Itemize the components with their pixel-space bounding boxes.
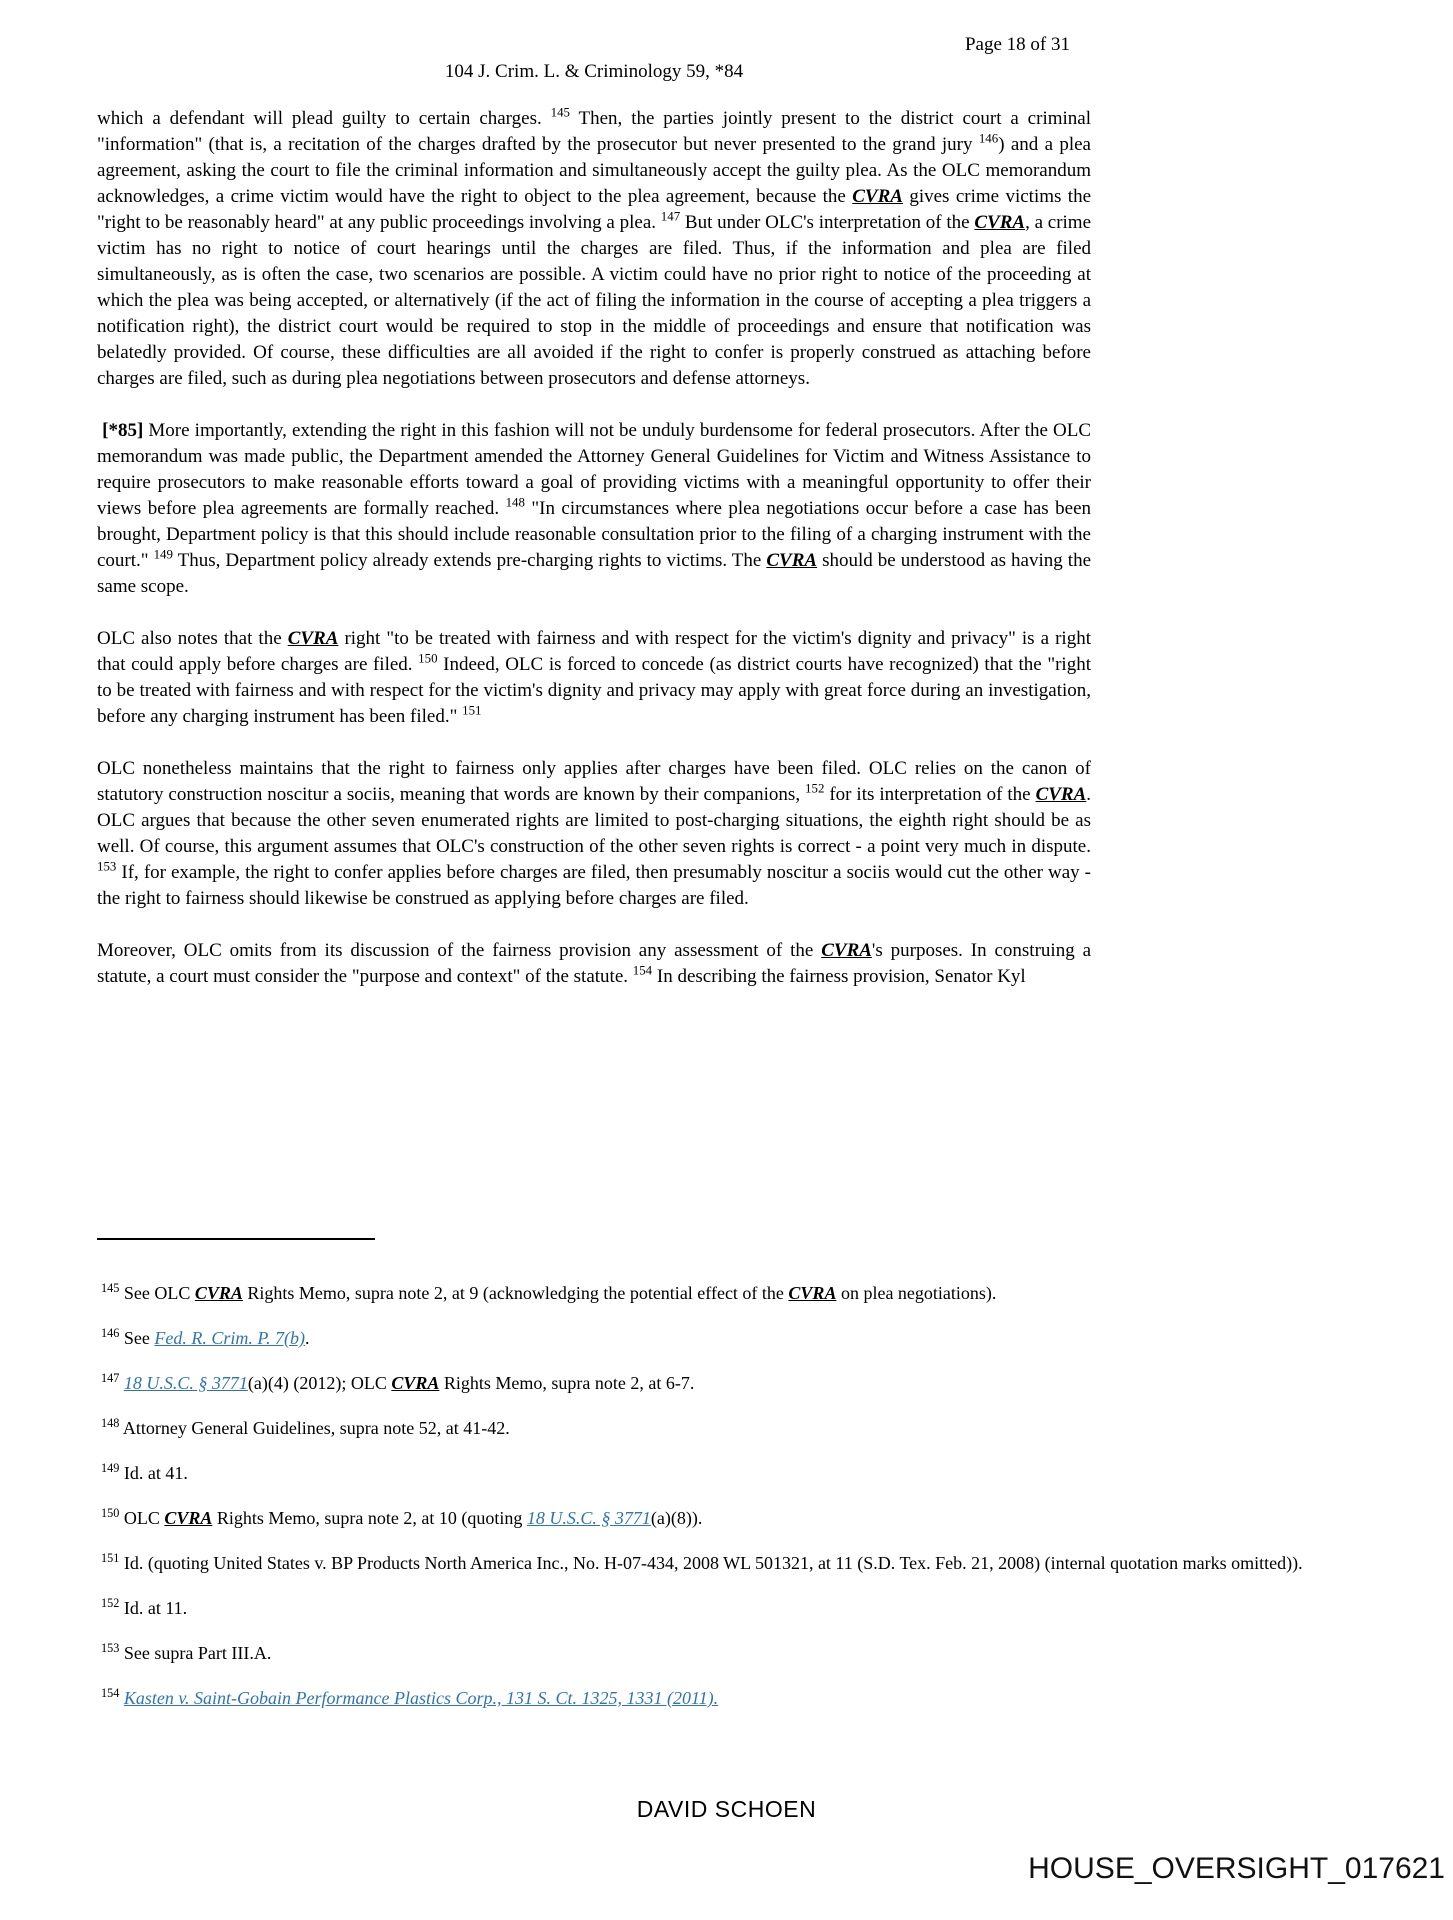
text-run: Rights Memo, supra note 2, at 6-7. bbox=[439, 1373, 695, 1393]
text-run: which a defendant will plead guilty to certain charges. bbox=[97, 108, 551, 129]
footnote-list bbox=[97, 1280, 1337, 1712]
text-run: See supra Part III.A. bbox=[119, 1643, 272, 1663]
text-run: See bbox=[119, 1328, 155, 1348]
text-run: Then, the parties jointly present to the district court a criminal "information" (that is, a recitation of the charges drafted by the prosecutor but never presented to the grand jury bbox=[97, 108, 1091, 155]
text-run: Id. (quoting United States v. BP Products North America Inc., No. H-07-434, 2008 WL 501321, at 11 (S.D. Tex. Feb. 21, 2008) (internal quotation marks omitted)). bbox=[119, 1553, 1303, 1573]
text-run: Id. at 41. bbox=[119, 1463, 188, 1483]
footnote-reference: 149 bbox=[101, 1461, 120, 1475]
footnote-reference: 154 bbox=[632, 962, 653, 978]
text-run: (a)(8)). bbox=[650, 1508, 703, 1528]
cvra-emphasis: CVRA bbox=[164, 1508, 213, 1528]
footnote-149 bbox=[97, 1460, 1337, 1487]
text-run: Id. at 11. bbox=[119, 1598, 188, 1618]
text-run: In describing the fairness provision, Senator Kyl bbox=[652, 966, 1026, 987]
footer-author-name: DAVID SCHOEN bbox=[636, 1796, 817, 1822]
text-run: "In circumstances where plea negotiations occur before a case has been brought, Department policy is that this should include reasonable consultation prior to the filing of a charging instrument with the court." bbox=[97, 498, 1091, 571]
text-run: on plea negotiations). bbox=[836, 1283, 997, 1303]
text-run: right "to be treated with fairness and with respect for the victim's dignity and privacy" is a right that could apply before charges are filed. bbox=[97, 628, 1091, 675]
body-paragraph bbox=[97, 626, 1091, 730]
footnote-reference: 145 bbox=[550, 104, 570, 120]
footnote-145 bbox=[97, 1280, 1337, 1307]
text-run: ) and a plea agreement, asking the court to file the criminal information and simultaneously accept the guilty plea. As the OLC memorandum acknowledges, a crime victim would have the right to object to the plea agreement, because the bbox=[97, 134, 1091, 207]
text-run: OLC also notes that the bbox=[97, 628, 288, 649]
text-run: See OLC bbox=[119, 1283, 195, 1303]
text-run: . bbox=[305, 1328, 310, 1348]
text-run: Rights Memo, supra note 2, at 9 (acknowledging the potential effect of the bbox=[242, 1283, 789, 1303]
cvra-emphasis: CVRA bbox=[788, 1283, 837, 1303]
cvra-emphasis: CVRA bbox=[391, 1373, 440, 1393]
text-run: More importantly, extending the right in this fashion will not be unduly burdensome for federal prosecutors. After the OLC memorandum was made public, the Department amended the Attorney General Guidelines for Victim and Witness Assistance to require prosecutors to make reasonable efforts toward a goal of providing victims with a meaningful opportunity to offer their views before plea agreements are formally reached. bbox=[97, 420, 1091, 519]
text-run: for its interpretation of the bbox=[824, 784, 1036, 805]
footnote-153 bbox=[97, 1640, 1337, 1667]
body-paragraph bbox=[97, 418, 1091, 600]
cvra-emphasis: CVRA bbox=[766, 550, 818, 571]
text-run: should be understood as having the same scope. bbox=[97, 550, 1091, 597]
cvra-emphasis: CVRA bbox=[821, 940, 872, 961]
citation-link[interactable]: Kasten v. Saint-Gobain Performance Plastics Corp., 131 S. Ct. 1325, 1331 (2011). bbox=[123, 1688, 719, 1708]
footnote-reference: 153 bbox=[97, 858, 117, 874]
footnote-reference: 152 bbox=[101, 1596, 120, 1610]
text-run: . OLC argues that because the other seven enumerated rights are limited to post-charging situations, the eighth right should be as well. Of course, this argument assumes that OLC's construction of the other seven rights is correct - a point very much in dispute. bbox=[97, 784, 1092, 857]
citation-link[interactable]: 18 U.S.C. § 3771 bbox=[526, 1508, 651, 1528]
footnote-146 bbox=[97, 1325, 1337, 1352]
footnote-147 bbox=[97, 1370, 1337, 1397]
text-run: (a)(4) (2012); OLC bbox=[247, 1373, 392, 1393]
text-run: Thus, Department policy already extends pre-charging rights to victims. The bbox=[172, 550, 767, 571]
footnote-reference: 151 bbox=[101, 1551, 120, 1565]
citation-link[interactable]: 18 U.S.C. § 3771 bbox=[123, 1373, 248, 1393]
cvra-emphasis: CVRA bbox=[852, 186, 903, 207]
footnote-reference: 148 bbox=[101, 1416, 120, 1430]
text-run: But under OLC's interpretation of the bbox=[680, 212, 975, 233]
footnote-152 bbox=[97, 1595, 1337, 1622]
body-paragraph bbox=[97, 938, 1091, 990]
footnote-reference: 146 bbox=[101, 1326, 120, 1340]
footnote-area bbox=[97, 1238, 1337, 1730]
text-run: Indeed, OLC is forced to concede (as district courts have recognized) that the "right to be treated with fairness and with respect for the victim's dignity and privacy may apply with great force during an investigation, before any charging instrument has been filed." bbox=[97, 654, 1091, 727]
text-run: OLC nonetheless maintains that the right to fairness only applies after charges have been filed. OLC relies on the canon of statutory construction noscitur a sociis, meaning that words are known by their companions, bbox=[97, 758, 1091, 805]
text-run: 's purposes. In construing a statute, a court must consider the "purpose and context" of the statute. bbox=[97, 940, 1091, 987]
footnote-reference: 147 bbox=[660, 208, 681, 224]
page-star-marker: [*85] bbox=[102, 420, 144, 441]
footnote-151 bbox=[97, 1550, 1337, 1577]
page-indicator: Page 18 of 31 bbox=[964, 34, 1070, 55]
cvra-emphasis: CVRA bbox=[194, 1283, 243, 1303]
text-run: Rights Memo, supra note 2, at 10 (quoting bbox=[212, 1508, 527, 1528]
cvra-emphasis: CVRA bbox=[1035, 784, 1087, 805]
cvra-emphasis: CVRA bbox=[974, 212, 1026, 233]
text-run: Moreover, OLC omits from its discussion of the fairness provision any assessment of the bbox=[97, 940, 822, 961]
footnote-reference: 145 bbox=[101, 1281, 120, 1295]
footnote-reference: 150 bbox=[418, 650, 438, 666]
text-run: Attorney General Guidelines, supra note 52, at 41-42. bbox=[119, 1418, 510, 1438]
footnote-reference: 149 bbox=[153, 546, 173, 562]
body-text bbox=[97, 106, 1091, 1016]
footnote-reference: 148 bbox=[505, 494, 525, 510]
footnote-reference: 147 bbox=[101, 1371, 120, 1385]
body-paragraph bbox=[97, 106, 1091, 392]
text-run: , a crime victim has no right to notice of court hearings until the charges are filed. Thus, if the information and plea are filed simultaneously, as is often the case, two scenarios are possible. A victim could have no prior right to notice of the proceeding at which the plea was being accepted, or alternatively (if the act of filing the information in the course of accepting a plea triggers a notification right), the district court would be required to stop in the middle of proceedings and ensure that notification was belatedly provided. Of course, these difficulties are all avoided if the right to confer is properly construed as attaching before charges are filed, such as during plea negotiations between prosecutors and defense attorneys. bbox=[97, 212, 1092, 389]
bates-stamp: HOUSE_OVERSIGHT_017621 bbox=[1028, 1852, 1445, 1885]
footnote-reference: 153 bbox=[101, 1641, 120, 1655]
citation-link[interactable]: Fed. R. Crim. P. 7(b) bbox=[154, 1328, 306, 1348]
footnote-reference: 152 bbox=[805, 780, 825, 796]
running-header-citation: 104 J. Crim. L. & Criminology 59, *84 bbox=[444, 61, 744, 82]
footnote-150 bbox=[97, 1505, 1337, 1532]
footnote-separator bbox=[97, 1238, 375, 1240]
text-run: OLC bbox=[119, 1508, 165, 1528]
footnote-reference: 151 bbox=[462, 702, 482, 718]
text-run: If, for example, the right to confer applies before charges are filed, then presumably noscitur a sociis would cut the other way - the right to fairness should likewise be construed as applying before charges are filed. bbox=[97, 862, 1091, 909]
body-paragraph bbox=[97, 756, 1091, 912]
footnote-reference: 150 bbox=[101, 1506, 120, 1520]
footnote-148 bbox=[97, 1415, 1337, 1442]
footnote-reference: 154 bbox=[101, 1686, 120, 1700]
text-run: gives crime victims the "right to be reasonably heard" at any public proceedings involving a plea. bbox=[97, 186, 1091, 233]
footnote-154 bbox=[97, 1685, 1337, 1712]
footnote-reference: 146 bbox=[978, 130, 999, 146]
cvra-emphasis: CVRA bbox=[287, 628, 339, 649]
